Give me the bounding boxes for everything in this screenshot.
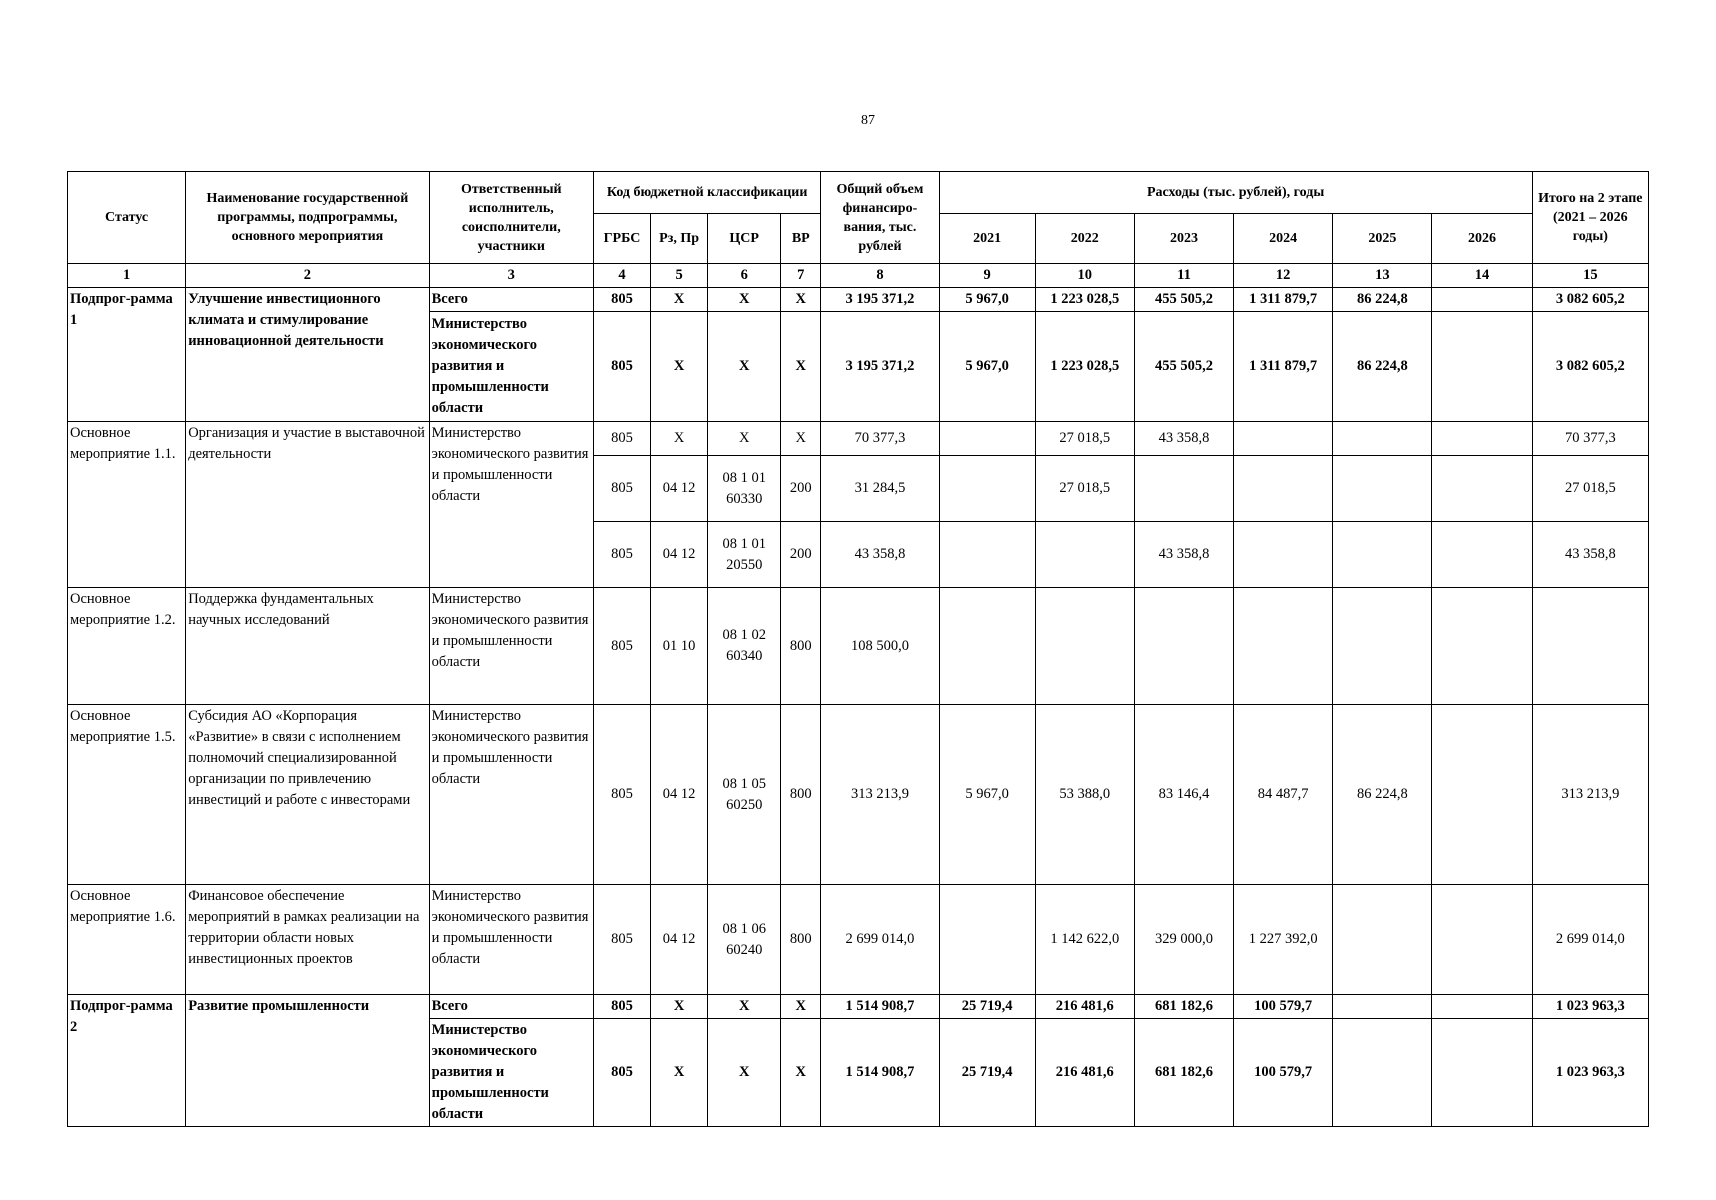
cell-2025 <box>1333 588 1432 705</box>
budget-table <box>67 171 1649 1127</box>
cell-vr: 200 <box>781 456 821 522</box>
cell-2021: 5 967,0 <box>939 705 1035 885</box>
cell-total: 70 377,3 <box>821 422 939 456</box>
cell-grbs: 805 <box>593 456 650 522</box>
header-year-2025: 2025 <box>1333 214 1432 264</box>
row-name: Поддержка фундаментальных научных исследований <box>186 588 429 705</box>
cell-2025 <box>1333 885 1432 995</box>
cell-2026 <box>1432 588 1532 705</box>
cell-2025: 86 224,8 <box>1333 288 1432 312</box>
row-name: Субсидия АО «Корпорация «Развитие» в связи с исполнением полномочий специализированной организации по привлечению инвестиций и работе с инвесторами <box>186 705 429 885</box>
cell-grbs: 805 <box>593 422 650 456</box>
cell-2024: 100 579,7 <box>1234 1019 1333 1127</box>
cell-2022: 216 481,6 <box>1035 995 1134 1019</box>
cell-total: 108 500,0 <box>821 588 939 705</box>
cell-2022 <box>1035 522 1134 588</box>
col-num: 8 <box>821 264 939 288</box>
cell-rzpr: Х <box>651 1019 708 1127</box>
row-responsible: Министерство экономического развития и промышленности области <box>429 422 593 588</box>
cell-csr: Х <box>708 288 781 312</box>
col-num: 9 <box>939 264 1035 288</box>
cell-csr: Х <box>708 312 781 422</box>
cell-2021: 25 719,4 <box>939 1019 1035 1127</box>
cell-rzpr: Х <box>651 312 708 422</box>
table-row <box>68 995 1649 1019</box>
col-num: 10 <box>1035 264 1134 288</box>
cell-rzpr: Х <box>651 288 708 312</box>
header-year-2024: 2024 <box>1234 214 1333 264</box>
row-responsible: Министерство экономического развития и промышленности области <box>429 1019 593 1127</box>
cell-2024 <box>1234 422 1333 456</box>
cell-2026 <box>1432 522 1532 588</box>
cell-2025 <box>1333 995 1432 1019</box>
cell-csr: Х <box>708 995 781 1019</box>
col-num: 15 <box>1532 264 1648 288</box>
cell-2023: 43 358,8 <box>1134 522 1233 588</box>
header-grbs: ГРБС <box>593 214 650 264</box>
header-status: Статус <box>68 172 186 264</box>
cell-2025: 86 224,8 <box>1333 312 1432 422</box>
cell-2024 <box>1234 522 1333 588</box>
cell-csr: 08 1 01 20550 <box>708 522 781 588</box>
column-number-row <box>68 264 1649 288</box>
cell-2022: 27 018,5 <box>1035 456 1134 522</box>
cell-vr: 800 <box>781 885 821 995</box>
header-year-2021: 2021 <box>939 214 1035 264</box>
cell-2026 <box>1432 422 1532 456</box>
cell-2024: 100 579,7 <box>1234 995 1333 1019</box>
cell-2025 <box>1333 522 1432 588</box>
cell-2026 <box>1432 995 1532 1019</box>
cell-2021 <box>939 588 1035 705</box>
cell-total: 313 213,9 <box>821 705 939 885</box>
cell-2021 <box>939 522 1035 588</box>
cell-2025: 86 224,8 <box>1333 705 1432 885</box>
cell-stage-total <box>1532 588 1648 705</box>
cell-2021: 5 967,0 <box>939 312 1035 422</box>
cell-2022: 1 223 028,5 <box>1035 288 1134 312</box>
cell-stage-total: 43 358,8 <box>1532 522 1648 588</box>
table-row <box>68 288 1649 312</box>
row-status: Подпрог-рамма 2 <box>68 995 186 1127</box>
cell-csr: Х <box>708 1019 781 1127</box>
cell-total: 3 195 371,2 <box>821 288 939 312</box>
cell-stage-total: 1 023 963,3 <box>1532 995 1648 1019</box>
cell-2024 <box>1234 456 1333 522</box>
cell-2024: 1 311 879,7 <box>1234 288 1333 312</box>
col-num: 1 <box>68 264 186 288</box>
cell-2021: 25 719,4 <box>939 995 1035 1019</box>
cell-grbs: 805 <box>593 588 650 705</box>
cell-2021 <box>939 885 1035 995</box>
cell-2026 <box>1432 288 1532 312</box>
col-num: 5 <box>651 264 708 288</box>
cell-stage-total: 313 213,9 <box>1532 705 1648 885</box>
table-row <box>68 885 1649 995</box>
row-status: Подпрог-рамма 1 <box>68 288 186 422</box>
row-responsible: Министерство экономического развития и промышленности области <box>429 705 593 885</box>
cell-2026 <box>1432 456 1532 522</box>
table-row <box>68 422 1649 456</box>
cell-total: 2 699 014,0 <box>821 885 939 995</box>
cell-rzpr: 04 12 <box>651 522 708 588</box>
cell-2023: 681 182,6 <box>1134 995 1233 1019</box>
col-num: 2 <box>186 264 429 288</box>
cell-vr: 800 <box>781 588 821 705</box>
cell-vr: Х <box>781 288 821 312</box>
row-responsible: Министерство экономического развития и промышленности области <box>429 312 593 422</box>
cell-rzpr: 04 12 <box>651 456 708 522</box>
col-num: 4 <box>593 264 650 288</box>
row-status: Основное мероприятие 1.6. <box>68 885 186 995</box>
cell-stage-total: 27 018,5 <box>1532 456 1648 522</box>
cell-vr: Х <box>781 422 821 456</box>
col-num: 6 <box>708 264 781 288</box>
cell-2025 <box>1333 422 1432 456</box>
cell-2021: 5 967,0 <box>939 288 1035 312</box>
cell-vr: Х <box>781 1019 821 1127</box>
cell-total: 43 358,8 <box>821 522 939 588</box>
header-csr: ЦСР <box>708 214 781 264</box>
row-name: Улучшение инвестиционного климата и стимулирование инновационной деятельности <box>186 288 429 422</box>
cell-csr: 08 1 02 60340 <box>708 588 781 705</box>
header-responsible: Ответственный исполнитель, соисполнители, участники <box>429 172 593 264</box>
cell-2022: 1 142 622,0 <box>1035 885 1134 995</box>
header-row-1 <box>68 172 1649 214</box>
cell-2022: 216 481,6 <box>1035 1019 1134 1127</box>
cell-2023: 455 505,2 <box>1134 288 1233 312</box>
col-num: 13 <box>1333 264 1432 288</box>
row-name: Организация и участие в выставочной деятельности <box>186 422 429 588</box>
row-status: Основное мероприятие 1.5. <box>68 705 186 885</box>
cell-grbs: 805 <box>593 312 650 422</box>
header-expenses: Расходы (тыс. рублей), годы <box>939 172 1532 214</box>
cell-2026 <box>1432 885 1532 995</box>
cell-2026 <box>1432 1019 1532 1127</box>
cell-rzpr: Х <box>651 422 708 456</box>
header-budget-code: Код бюджетной классификации <box>593 172 820 214</box>
cell-stage-total: 70 377,3 <box>1532 422 1648 456</box>
cell-2024: 84 487,7 <box>1234 705 1333 885</box>
cell-2023: 83 146,4 <box>1134 705 1233 885</box>
cell-vr: 200 <box>781 522 821 588</box>
cell-stage-total: 3 082 605,2 <box>1532 288 1648 312</box>
cell-2024 <box>1234 588 1333 705</box>
cell-2023: 43 358,8 <box>1134 422 1233 456</box>
col-num: 12 <box>1234 264 1333 288</box>
cell-2022: 53 388,0 <box>1035 705 1134 885</box>
cell-vr: Х <box>781 995 821 1019</box>
header-vr: ВР <box>781 214 821 264</box>
header-stage-total: Итого на 2 этапе (2021 – 2026 годы) <box>1532 172 1648 264</box>
row-name: Финансовое обеспечение мероприятий в рамках реализации на территории области новых инвестиционных проектов <box>186 885 429 995</box>
cell-total: 1 514 908,7 <box>821 995 939 1019</box>
header-rzpr: Рз, Пр <box>651 214 708 264</box>
cell-csr: Х <box>708 422 781 456</box>
cell-2025 <box>1333 1019 1432 1127</box>
cell-2024: 1 227 392,0 <box>1234 885 1333 995</box>
row-name: Развитие промышленности <box>186 995 429 1127</box>
cell-grbs: 805 <box>593 522 650 588</box>
cell-total: 31 284,5 <box>821 456 939 522</box>
col-num: 3 <box>429 264 593 288</box>
cell-stage-total: 3 082 605,2 <box>1532 312 1648 422</box>
cell-total: 1 514 908,7 <box>821 1019 939 1127</box>
col-num: 7 <box>781 264 821 288</box>
row-responsible: Всего <box>429 995 593 1019</box>
header-year-2022: 2022 <box>1035 214 1134 264</box>
cell-2026 <box>1432 312 1532 422</box>
row-responsible: Министерство экономического развития и промышленности области <box>429 885 593 995</box>
cell-2021 <box>939 456 1035 522</box>
cell-2023: 455 505,2 <box>1134 312 1233 422</box>
row-status: Основное мероприятие 1.2. <box>68 588 186 705</box>
col-num: 14 <box>1432 264 1532 288</box>
cell-2022: 1 223 028,5 <box>1035 312 1134 422</box>
cell-grbs: 805 <box>593 288 650 312</box>
cell-vr: 800 <box>781 705 821 885</box>
header-name: Наименование государственной программы, подпрограммы, основного мероприятия <box>186 172 429 264</box>
cell-2023: 681 182,6 <box>1134 1019 1233 1127</box>
cell-rzpr: 04 12 <box>651 885 708 995</box>
table-row <box>68 588 1649 705</box>
cell-rzpr: Х <box>651 995 708 1019</box>
table-row <box>68 705 1649 885</box>
header-year-2023: 2023 <box>1134 214 1233 264</box>
cell-vr: Х <box>781 312 821 422</box>
cell-2024: 1 311 879,7 <box>1234 312 1333 422</box>
cell-grbs: 805 <box>593 1019 650 1127</box>
row-status: Основное мероприятие 1.1. <box>68 422 186 588</box>
cell-stage-total: 2 699 014,0 <box>1532 885 1648 995</box>
row-responsible: Министерство экономического развития и промышленности области <box>429 588 593 705</box>
cell-grbs: 805 <box>593 885 650 995</box>
cell-grbs: 805 <box>593 995 650 1019</box>
header-year-2026: 2026 <box>1432 214 1532 264</box>
cell-rzpr: 04 12 <box>651 705 708 885</box>
cell-stage-total: 1 023 963,3 <box>1532 1019 1648 1127</box>
cell-grbs: 805 <box>593 705 650 885</box>
col-num: 11 <box>1134 264 1233 288</box>
cell-csr: 08 1 01 60330 <box>708 456 781 522</box>
cell-2022: 27 018,5 <box>1035 422 1134 456</box>
header-total-volume: Общий объем финансиро-вания, тыс. рублей <box>821 172 939 264</box>
cell-2022 <box>1035 588 1134 705</box>
cell-2023: 329 000,0 <box>1134 885 1233 995</box>
cell-rzpr: 01 10 <box>651 588 708 705</box>
cell-2021 <box>939 422 1035 456</box>
cell-csr: 08 1 05 60250 <box>708 705 781 885</box>
row-responsible: Всего <box>429 288 593 312</box>
cell-2025 <box>1333 456 1432 522</box>
cell-csr: 08 1 06 60240 <box>708 885 781 995</box>
cell-2023 <box>1134 588 1233 705</box>
cell-2023 <box>1134 456 1233 522</box>
cell-2026 <box>1432 705 1532 885</box>
page-number: 87 <box>861 113 875 128</box>
cell-total: 3 195 371,2 <box>821 312 939 422</box>
